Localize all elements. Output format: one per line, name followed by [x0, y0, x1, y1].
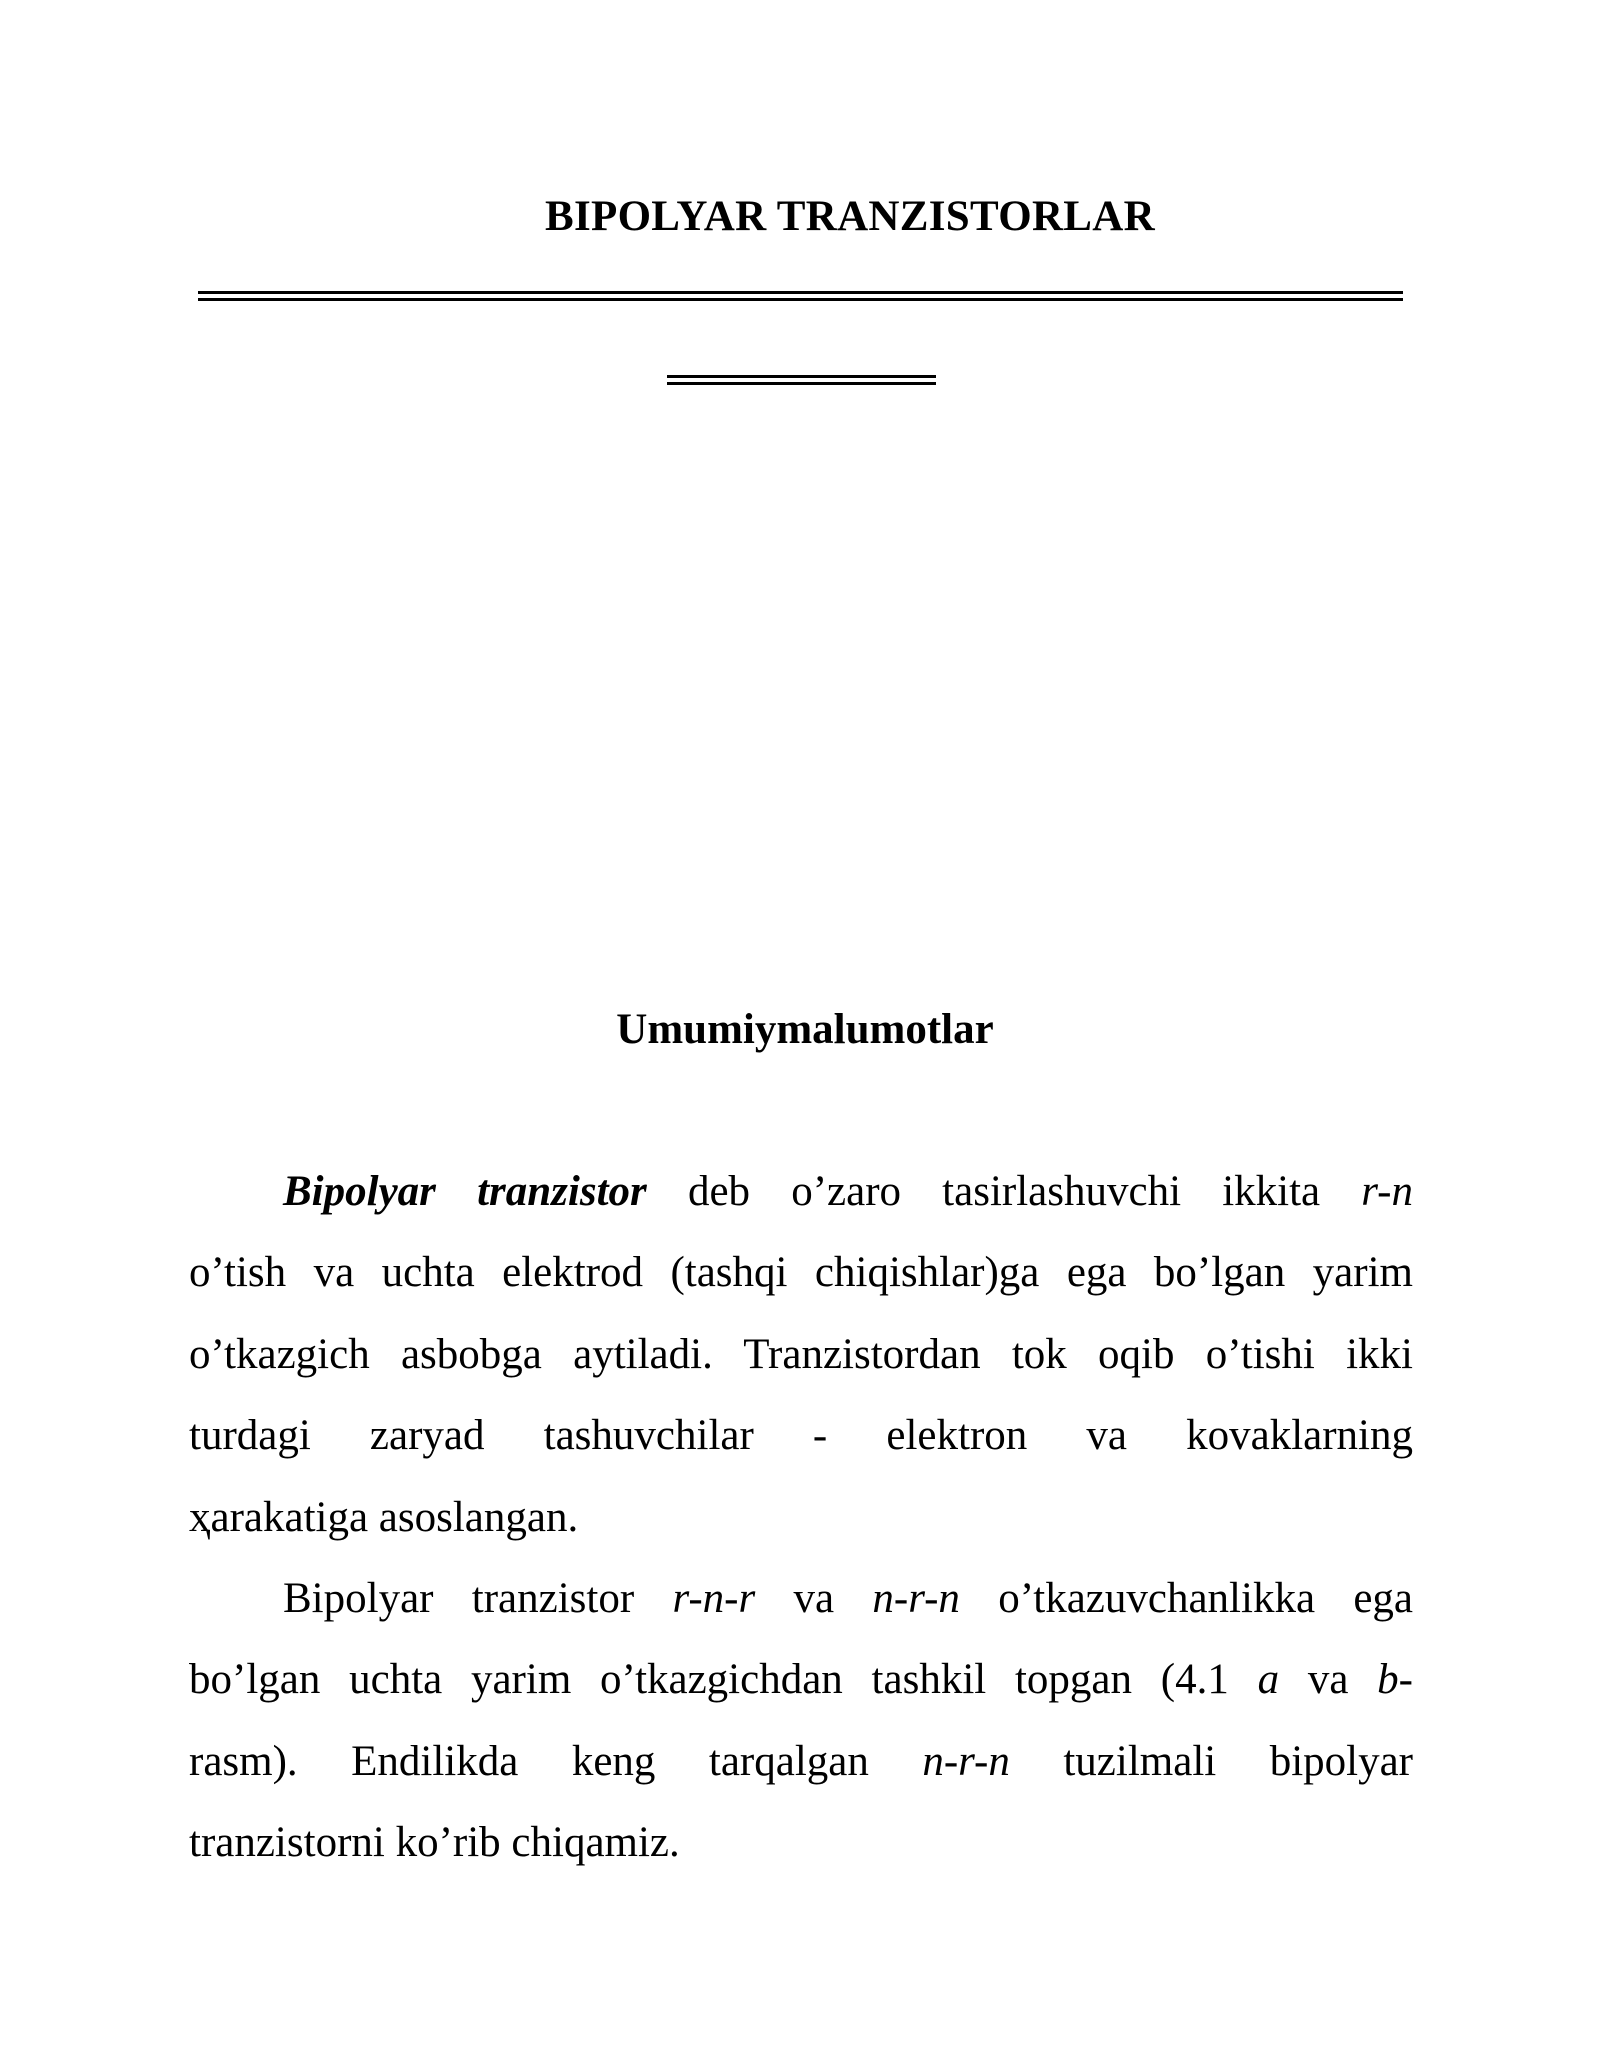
italic-term: a — [1257, 1656, 1280, 1704]
italic-term: r-n — [1361, 1168, 1413, 1215]
double-rule-long — [198, 291, 1403, 301]
body-text — [189, 1162, 1413, 1895]
paragraph-1-line-1 — [189, 1162, 1413, 1243]
text-segment: o’tkazuvchanlikka ega — [959, 1574, 1413, 1622]
italic-term: b — [1377, 1656, 1399, 1704]
text-segment: va — [1279, 1656, 1378, 1704]
section-heading: Umumiymalumotlar — [616, 1006, 994, 1053]
text-segment: - — [1398, 1656, 1413, 1704]
paragraph-1-line-4: turdagi zaryad tashuvchilar - elektron va kovaklarning — [189, 1412, 1413, 1460]
text-segment: rasm). Endilikda keng tarqalgan — [189, 1737, 923, 1785]
paragraph-2-line-3 — [189, 1732, 1413, 1813]
text-segment: tuzilmali bipolyar — [1009, 1737, 1413, 1785]
paragraph-1-line-5: ҳarakatiga asoslangan. — [189, 1493, 579, 1541]
italic-term: n-r-n — [872, 1574, 960, 1622]
term-bipolyar-tranzistor: Bipolyar tranzistor — [283, 1168, 647, 1215]
paragraph-2-line-1 — [189, 1569, 1413, 1650]
text-segment: va — [755, 1574, 873, 1622]
text-segment: bo’lgan uchta yarim o’tkazgichdan tashkil topgan (4.1 — [189, 1656, 1258, 1704]
paragraph-1-line-3: o’tkazgich asbobga aytiladi. Tranzistordan tok oqib o’tishi ikki — [189, 1330, 1413, 1378]
paragraph-1-line-2: o’tish va uchta elektrod (tashqi chiqishlar)ga ega bo’lgan yarim — [189, 1249, 1413, 1297]
paragraph-2-line-4: tranzistorni ko’rib chiqamiz. — [189, 1819, 680, 1867]
italic-term: n-r-n — [922, 1737, 1010, 1785]
text-segment: Bipolyar tranzistor — [283, 1574, 673, 1622]
paragraph-2-line-2 — [189, 1650, 1413, 1731]
page-title: BIPOLYAR TRANZISTORLAR — [544, 193, 1155, 240]
text-segment: deb o’zaro tasirlashuvchi ikkita — [646, 1168, 1362, 1215]
italic-term: r-n-r — [672, 1574, 756, 1622]
double-rule-short — [667, 375, 936, 385]
